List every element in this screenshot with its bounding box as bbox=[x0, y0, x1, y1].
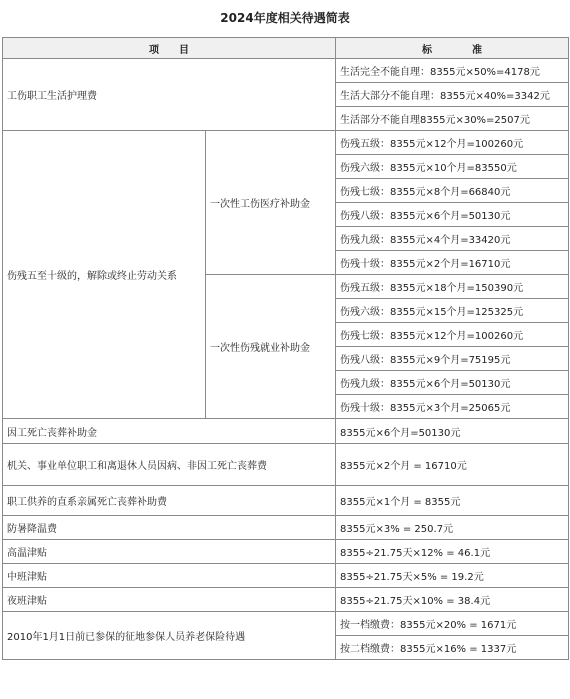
cooling-fee-label: 防暑降温费 bbox=[3, 516, 336, 540]
medical-standard-2: 伤残六级：8355元×10个月=83550元 bbox=[336, 155, 569, 179]
employment-standard-5: 伤残九级：8355元×6个月=50130元 bbox=[336, 371, 569, 395]
table-row bbox=[3, 131, 569, 155]
table-header-row bbox=[3, 38, 569, 59]
table-row bbox=[3, 486, 569, 516]
employment-standard-6: 伤残十级：8355元×3个月=25065元 bbox=[336, 395, 569, 419]
table-row bbox=[3, 516, 569, 540]
table-row bbox=[3, 564, 569, 588]
pension-standard-1: 按一档缴费：8355元×20% = 1671元 bbox=[336, 612, 569, 636]
page-title: 2024年度相关待遇简表 bbox=[220, 11, 350, 25]
employment-standard-4: 伤残八级：8355元×9个月=75195元 bbox=[336, 347, 569, 371]
table-row bbox=[3, 540, 569, 564]
nursing-standard-2: 生活大部分不能自理：8355元×40%=3342元 bbox=[336, 83, 569, 107]
nursing-label: 工伤职工生活护理费 bbox=[3, 59, 336, 131]
funeral-fee-standard: 8355元×2个月 = 16710元 bbox=[336, 444, 569, 486]
medical-standard-1: 伤残五级：8355元×12个月=100260元 bbox=[336, 131, 569, 155]
high-temp-allowance-standard: 8355÷21.75天×12% = 46.1元 bbox=[336, 540, 569, 564]
header-standard: 标 准 bbox=[336, 38, 569, 59]
night-shift-allowance-standard: 8355÷21.75天×10% = 38.4元 bbox=[336, 588, 569, 612]
medical-subsidy-label: 一次性工伤医疗补助金 bbox=[206, 131, 336, 275]
table-row bbox=[3, 588, 569, 612]
medical-standard-4: 伤残八级：8355元×6个月=50130元 bbox=[336, 203, 569, 227]
pension-standard-2: 按二档缴费：8355元×16% = 1337元 bbox=[336, 636, 569, 660]
employment-standard-1: 伤残五级：8355元×18个月=150390元 bbox=[336, 275, 569, 299]
nursing-standard-1: 生活完全不能自理：8355元×50%=4178元 bbox=[336, 59, 569, 83]
table-row bbox=[3, 612, 569, 636]
mid-shift-allowance-standard: 8355÷21.75天×5% = 19.2元 bbox=[336, 564, 569, 588]
funeral-fee-label: 机关、事业单位职工和离退休人员因病、非因工死亡丧葬费 bbox=[3, 444, 336, 486]
relative-funeral-label: 职工供养的直系亲属死亡丧葬补助费 bbox=[3, 486, 336, 516]
relative-funeral-standard: 8355元×1个月 = 8355元 bbox=[336, 486, 569, 516]
funeral-subsidy-standard: 8355元×6个月=50130元 bbox=[336, 419, 569, 444]
high-temp-allowance-label: 高温津贴 bbox=[3, 540, 336, 564]
mid-shift-allowance-label: 中班津贴 bbox=[3, 564, 336, 588]
employment-standard-2: 伤残六级：8355元×15个月=125325元 bbox=[336, 299, 569, 323]
pension-label: 2010年1月1日前已参保的征地参保人员养老保险待遇 bbox=[3, 612, 336, 660]
nursing-standard-3: 生活部分不能自理8355元×30%=2507元 bbox=[336, 107, 569, 131]
medical-standard-5: 伤残九级：8355元×4个月=33420元 bbox=[336, 227, 569, 251]
medical-standard-6: 伤残十级：8355元×2个月=16710元 bbox=[336, 251, 569, 275]
funeral-subsidy-label: 因工死亡丧葬补助金 bbox=[3, 419, 336, 444]
employment-subsidy-label: 一次性伤残就业补助金 bbox=[206, 275, 336, 419]
table-row bbox=[3, 419, 569, 444]
benefits-table bbox=[2, 37, 569, 660]
header-item: 项 目 bbox=[3, 38, 336, 59]
night-shift-allowance-label: 夜班津贴 bbox=[3, 588, 336, 612]
table-row bbox=[3, 444, 569, 486]
table-row bbox=[3, 59, 569, 83]
employment-standard-3: 伤残七级：8355元×12个月=100260元 bbox=[336, 323, 569, 347]
medical-standard-3: 伤残七级：8355元×8个月=66840元 bbox=[336, 179, 569, 203]
disability-label: 伤残五至十级的，解除或终止劳动关系 bbox=[3, 131, 206, 419]
cooling-fee-standard: 8355元×3% = 250.7元 bbox=[336, 516, 569, 540]
